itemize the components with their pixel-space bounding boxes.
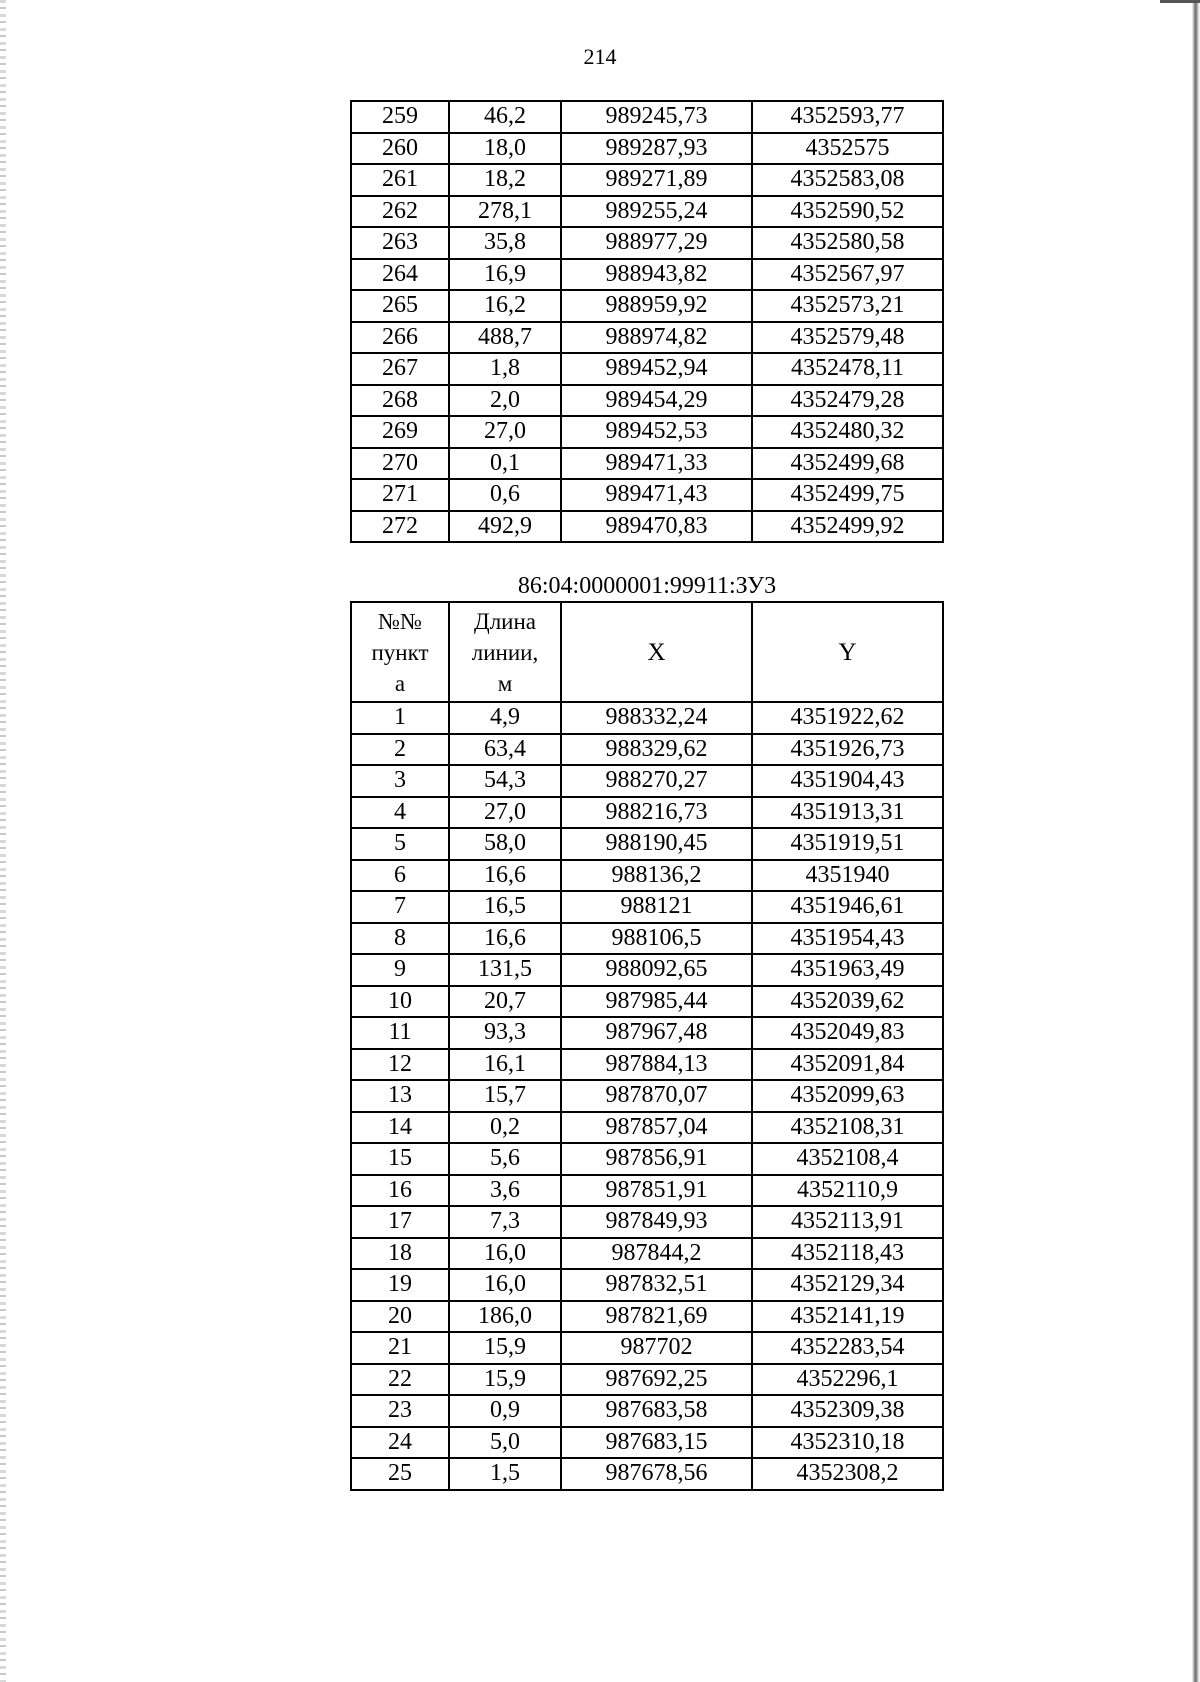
- cell-x: 988216,73: [561, 797, 752, 829]
- cell-y: 4352480,32: [752, 416, 943, 448]
- cell-y: 4351919,51: [752, 828, 943, 860]
- cell-y: 4352499,68: [752, 448, 943, 480]
- cell-y: 4352590,52: [752, 196, 943, 228]
- cell-y: 4352573,21: [752, 290, 943, 322]
- cell-x: 988136,2: [561, 860, 752, 892]
- cell-x: 987683,15: [561, 1427, 752, 1459]
- table-row: [351, 416, 943, 448]
- header-x: X: [561, 602, 752, 702]
- cell-x: 987692,25: [561, 1364, 752, 1396]
- cell-x: 988190,45: [561, 828, 752, 860]
- table-row: [351, 1175, 943, 1207]
- cell-line-length: 46,2: [449, 101, 561, 133]
- table-row: [351, 353, 943, 385]
- cell-x: 989452,94: [561, 353, 752, 385]
- cell-point-number: 265: [351, 290, 449, 322]
- coordinates-table-continued-body: [351, 101, 943, 542]
- cell-line-length: 4,9: [449, 702, 561, 734]
- table-row: [351, 1206, 943, 1238]
- cell-y: 4352580,58: [752, 227, 943, 259]
- cell-y: 4351904,43: [752, 765, 943, 797]
- scan-right-edge: [1192, 0, 1200, 1682]
- cell-point-number: 268: [351, 385, 449, 417]
- cell-point-number: 7: [351, 891, 449, 923]
- cell-y: 4352479,28: [752, 385, 943, 417]
- cell-point-number: 271: [351, 479, 449, 511]
- cell-x: 988329,62: [561, 734, 752, 766]
- table-row: [351, 1364, 943, 1396]
- cell-line-length: 5,6: [449, 1143, 561, 1175]
- header-line-length-line3: м: [497, 670, 513, 696]
- cell-x: 988959,92: [561, 290, 752, 322]
- cell-line-length: 492,9: [449, 511, 561, 543]
- cell-point-number: 5: [351, 828, 449, 860]
- table-row: [351, 1143, 943, 1175]
- cell-point-number: 17: [351, 1206, 449, 1238]
- cell-x: 989245,73: [561, 101, 752, 133]
- cell-point-number: 14: [351, 1112, 449, 1144]
- cell-line-length: 0,6: [449, 479, 561, 511]
- cell-y: 4352310,18: [752, 1427, 943, 1459]
- cell-point-number: 10: [351, 986, 449, 1018]
- cell-point-number: 12: [351, 1049, 449, 1081]
- cell-y: 4352099,63: [752, 1080, 943, 1112]
- cell-line-length: 7,3: [449, 1206, 561, 1238]
- cell-line-length: 0,1: [449, 448, 561, 480]
- cell-y: 4352499,92: [752, 511, 943, 543]
- cell-x: 987967,48: [561, 1017, 752, 1049]
- scan-corner-mark: [1160, 0, 1200, 3]
- cell-y: 4352478,11: [752, 353, 943, 385]
- cell-line-length: 93,3: [449, 1017, 561, 1049]
- cell-line-length: 186,0: [449, 1301, 561, 1333]
- table-row: [351, 259, 943, 291]
- cell-y: 4352049,83: [752, 1017, 943, 1049]
- table-row: [351, 734, 943, 766]
- cell-point-number: 11: [351, 1017, 449, 1049]
- cell-line-length: 131,5: [449, 954, 561, 986]
- cell-x: 987870,07: [561, 1080, 752, 1112]
- cell-y: 4352283,54: [752, 1332, 943, 1364]
- cell-x: 988092,65: [561, 954, 752, 986]
- table-row: [351, 290, 943, 322]
- cell-line-length: 16,5: [449, 891, 561, 923]
- cell-point-number: 23: [351, 1395, 449, 1427]
- coordinates-table-zu3-body: [351, 602, 943, 1490]
- header-line-length-line1: Длина: [474, 608, 536, 634]
- cell-x: 988977,29: [561, 227, 752, 259]
- table-row: [351, 1332, 943, 1364]
- table-row: [351, 1080, 943, 1112]
- cell-x: 989271,89: [561, 164, 752, 196]
- cell-point-number: 270: [351, 448, 449, 480]
- cell-x: 987821,69: [561, 1301, 752, 1333]
- cell-y: 4352309,38: [752, 1395, 943, 1427]
- cell-point-number: 25: [351, 1458, 449, 1490]
- cell-line-length: 58,0: [449, 828, 561, 860]
- cell-line-length: 63,4: [449, 734, 561, 766]
- table-row: [351, 1269, 943, 1301]
- table-row: [351, 891, 943, 923]
- cell-point-number: 4: [351, 797, 449, 829]
- cell-line-length: 18,2: [449, 164, 561, 196]
- cell-x: 987849,93: [561, 1206, 752, 1238]
- table-row: [351, 828, 943, 860]
- cell-line-length: 1,5: [449, 1458, 561, 1490]
- cell-line-length: 16,9: [449, 259, 561, 291]
- cell-line-length: 1,8: [449, 353, 561, 385]
- table-row: [351, 986, 943, 1018]
- cell-x: 988332,24: [561, 702, 752, 734]
- cell-point-number: 3: [351, 765, 449, 797]
- cell-line-length: 54,3: [449, 765, 561, 797]
- cell-line-length: 0,9: [449, 1395, 561, 1427]
- cell-x: 989454,29: [561, 385, 752, 417]
- cell-y: 4352118,43: [752, 1238, 943, 1270]
- cell-y: 4351913,31: [752, 797, 943, 829]
- table-row: [351, 479, 943, 511]
- cell-point-number: 1: [351, 702, 449, 734]
- cell-x: 989471,43: [561, 479, 752, 511]
- table-row: [351, 1049, 943, 1081]
- cell-y: 4351940: [752, 860, 943, 892]
- cell-x: 989470,83: [561, 511, 752, 543]
- cell-x: 988943,82: [561, 259, 752, 291]
- table-row: [351, 196, 943, 228]
- cell-point-number: 9: [351, 954, 449, 986]
- cell-line-length: 278,1: [449, 196, 561, 228]
- cell-x: 987844,2: [561, 1238, 752, 1270]
- table-row: [351, 1112, 943, 1144]
- cell-line-length: 16,0: [449, 1238, 561, 1270]
- cell-y: 4352575: [752, 133, 943, 165]
- cell-y: 4352499,75: [752, 479, 943, 511]
- table-row: [351, 1301, 943, 1333]
- table-row: [351, 227, 943, 259]
- header-point-number-line1: №№: [378, 608, 422, 634]
- cell-x: 987702: [561, 1332, 752, 1364]
- cell-point-number: 16: [351, 1175, 449, 1207]
- cell-x: 987857,04: [561, 1112, 752, 1144]
- cell-y: 4352129,34: [752, 1269, 943, 1301]
- cell-point-number: 272: [351, 511, 449, 543]
- table-row: [351, 101, 943, 133]
- table-row: [351, 322, 943, 354]
- cell-point-number: 24: [351, 1427, 449, 1459]
- land-plot-cadastral-number: 86:04:0000001:99911:ЗУ3: [517, 573, 777, 599]
- cell-point-number: 267: [351, 353, 449, 385]
- cell-line-length: 0,2: [449, 1112, 561, 1144]
- cell-point-number: 8: [351, 923, 449, 955]
- cell-y: 4352593,77: [752, 101, 943, 133]
- table-row: [351, 860, 943, 892]
- cell-y: 4352110,9: [752, 1175, 943, 1207]
- cell-line-length: 5,0: [449, 1427, 561, 1459]
- cell-line-length: 15,9: [449, 1332, 561, 1364]
- cell-x: 988974,82: [561, 322, 752, 354]
- cell-y: 4351922,62: [752, 702, 943, 734]
- table-row: [351, 1017, 943, 1049]
- cell-y: 4352091,84: [752, 1049, 943, 1081]
- cell-point-number: 19: [351, 1269, 449, 1301]
- cell-point-number: 15: [351, 1143, 449, 1175]
- cell-y: 4351946,61: [752, 891, 943, 923]
- cell-x: 987851,91: [561, 1175, 752, 1207]
- cell-x: 989255,24: [561, 196, 752, 228]
- cell-point-number: 262: [351, 196, 449, 228]
- cell-y: 4351926,73: [752, 734, 943, 766]
- header-point-number: [351, 602, 449, 702]
- cell-y: 4352308,2: [752, 1458, 943, 1490]
- table-row: [351, 511, 943, 543]
- cell-line-length: 16,1: [449, 1049, 561, 1081]
- cell-point-number: 269: [351, 416, 449, 448]
- cell-line-length: 18,0: [449, 133, 561, 165]
- cell-line-length: 3,6: [449, 1175, 561, 1207]
- cell-y: 4352108,4: [752, 1143, 943, 1175]
- cell-x: 987683,58: [561, 1395, 752, 1427]
- cell-point-number: 261: [351, 164, 449, 196]
- header-point-number-line2: пункт: [371, 639, 429, 665]
- header-point-number-line3: а: [394, 670, 406, 696]
- table-row: [351, 765, 943, 797]
- cell-point-number: 18: [351, 1238, 449, 1270]
- header-line-length: [449, 602, 561, 702]
- cell-line-length: 20,7: [449, 986, 561, 1018]
- cell-line-length: 16,2: [449, 290, 561, 322]
- cell-x: 988270,27: [561, 765, 752, 797]
- cell-point-number: 263: [351, 227, 449, 259]
- cell-point-number: 260: [351, 133, 449, 165]
- cell-point-number: 22: [351, 1364, 449, 1396]
- table-row: [351, 385, 943, 417]
- cell-y: 4352141,19: [752, 1301, 943, 1333]
- cell-point-number: 264: [351, 259, 449, 291]
- cell-y: 4352296,1: [752, 1364, 943, 1396]
- page-number: 214: [583, 44, 617, 69]
- cell-line-length: 15,9: [449, 1364, 561, 1396]
- table-row: [351, 164, 943, 196]
- cell-line-length: 488,7: [449, 322, 561, 354]
- cell-point-number: 21: [351, 1332, 449, 1364]
- cell-line-length: 27,0: [449, 416, 561, 448]
- table-row: [351, 954, 943, 986]
- cell-y: 4352583,08: [752, 164, 943, 196]
- coordinates-table-zu3: [350, 601, 944, 1491]
- table-row: [351, 797, 943, 829]
- cell-x: 987832,51: [561, 1269, 752, 1301]
- cell-x: 989471,33: [561, 448, 752, 480]
- cell-x: 988121: [561, 891, 752, 923]
- cell-point-number: 259: [351, 101, 449, 133]
- cell-point-number: 2: [351, 734, 449, 766]
- cell-x: 987856,91: [561, 1143, 752, 1175]
- cell-line-length: 16,6: [449, 923, 561, 955]
- cell-y: 4352567,97: [752, 259, 943, 291]
- header-line-length-line2: линии,: [471, 639, 539, 665]
- cell-line-length: 2,0: [449, 385, 561, 417]
- cell-y: 4352579,48: [752, 322, 943, 354]
- table-row: [351, 133, 943, 165]
- table-row: [351, 1395, 943, 1427]
- table-row: [351, 1427, 943, 1459]
- scan-left-edge: [0, 0, 6, 1682]
- cell-y: 4352039,62: [752, 986, 943, 1018]
- cell-point-number: 6: [351, 860, 449, 892]
- cell-line-length: 35,8: [449, 227, 561, 259]
- cell-x: 987985,44: [561, 986, 752, 1018]
- cell-point-number: 13: [351, 1080, 449, 1112]
- cell-x: 989287,93: [561, 133, 752, 165]
- table-row: [351, 1238, 943, 1270]
- cell-x: 987678,56: [561, 1458, 752, 1490]
- cell-point-number: 20: [351, 1301, 449, 1333]
- cell-y: 4352113,91: [752, 1206, 943, 1238]
- cell-line-length: 15,7: [449, 1080, 561, 1112]
- cell-x: 987884,13: [561, 1049, 752, 1081]
- header-y: Y: [752, 602, 943, 702]
- cell-line-length: 16,0: [449, 1269, 561, 1301]
- cell-y: 4351963,49: [752, 954, 943, 986]
- table-row: [351, 448, 943, 480]
- cell-line-length: 16,6: [449, 860, 561, 892]
- cell-y: 4352108,31: [752, 1112, 943, 1144]
- cell-x: 988106,5: [561, 923, 752, 955]
- table-row: [351, 1458, 943, 1490]
- coordinates-table-continued: [350, 100, 944, 543]
- table-row: [351, 702, 943, 734]
- cell-x: 989452,53: [561, 416, 752, 448]
- table-header-row: [351, 602, 943, 702]
- table-row: [351, 923, 943, 955]
- cell-point-number: 266: [351, 322, 449, 354]
- cell-y: 4351954,43: [752, 923, 943, 955]
- cell-line-length: 27,0: [449, 797, 561, 829]
